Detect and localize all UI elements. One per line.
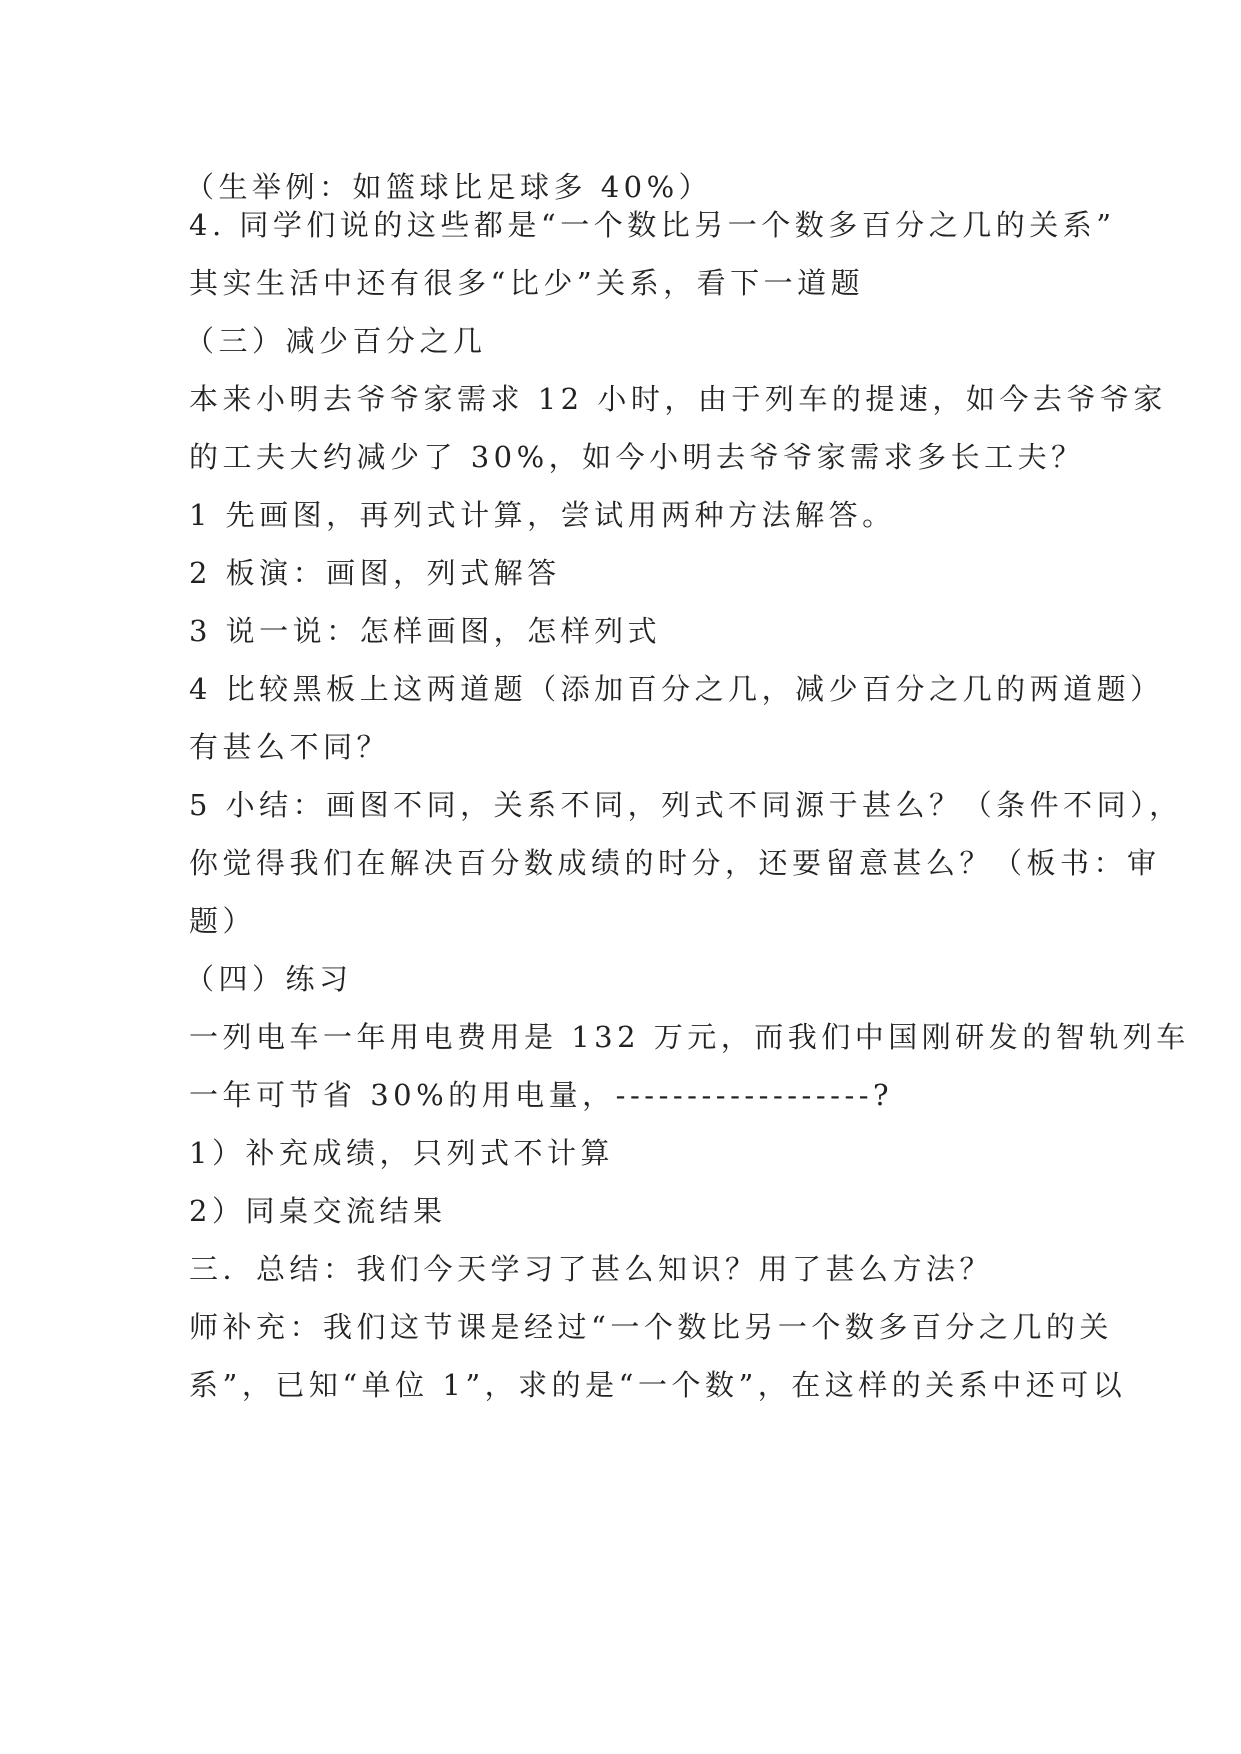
text-line: 4 比较黑板上这两道题（添加百分之几，减少百分之几的两道题） bbox=[189, 672, 1164, 706]
text-line: 2 板演：画图，列式解答 bbox=[189, 556, 561, 590]
text-line: （生举例：如篮球比足球多 40%） bbox=[185, 170, 713, 204]
text-line: 2）同桌交流结果 bbox=[189, 1194, 447, 1228]
text-line: 1 先画图，再列式计算，尝试用两种方法解答。 bbox=[189, 498, 896, 532]
text-line: 的工夫大约减少了 30%，如今小明去爷爷家需求多长工夫？ bbox=[189, 440, 1085, 474]
text-line: 你觉得我们在解决百分数成绩的时分，还要留意甚么？（板书：审 bbox=[189, 846, 1161, 880]
text-line: 题） bbox=[189, 904, 257, 938]
section-heading: （三）减少百分之几 bbox=[185, 324, 487, 358]
text-line: 有甚么不同？ bbox=[189, 730, 391, 764]
text-line: 一列电车一年用电费用是 132 万元，而我们中国刚研发的智轨列车 bbox=[189, 1020, 1190, 1054]
text-line: 系”，已知“单位 1”，求的是“一个数”，在这样的关系中还可以 bbox=[189, 1368, 1127, 1402]
section-heading: 三．总结：我们今天学习了甚么知识？用了甚么方法？ bbox=[189, 1252, 994, 1286]
section-heading: （四）练习 bbox=[185, 962, 353, 996]
text-line: 5 小结：画图不同，关系不同，列式不同源于甚么？（条件不同）， bbox=[189, 788, 1183, 822]
text-line: 一年可节省 30%的用电量，------------------? bbox=[189, 1078, 894, 1112]
text-line: 其实生活中还有很多“比少”关系，看下一道题 bbox=[189, 266, 865, 300]
text-line: 本来小明去爷爷家需求 12 小时，由于列车的提速，如今去爷爷家 bbox=[189, 382, 1167, 416]
text-line: 1）补充成绩，只列式不计算 bbox=[189, 1136, 614, 1170]
text-line: 3 说一说：怎样画图，怎样列式 bbox=[189, 614, 662, 648]
text-line: 师补充：我们这节课是经过“一个数比另一个数多百分之几的关 bbox=[189, 1310, 1113, 1344]
text-line: 4. 同学们说的这些都是“一个数比另一个数多百分之几的关系” bbox=[189, 208, 1116, 242]
